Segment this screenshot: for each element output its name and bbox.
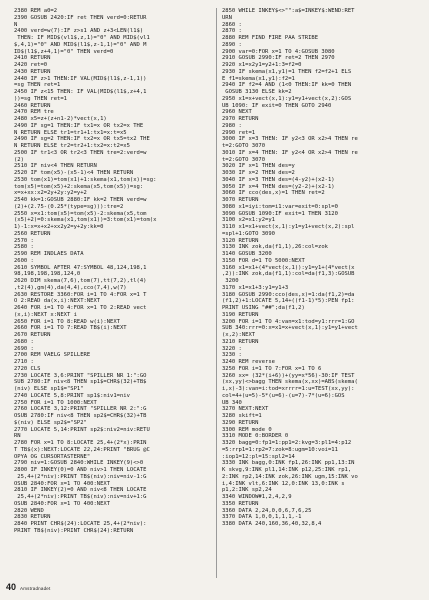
code-line: 3140 GOSUB 3200 xyxy=(222,251,272,257)
code-line: 2720 CLS xyxy=(14,365,41,372)
code-line: PRINT TB$(niv):PRINT CHR$(24):RETURN xyxy=(14,527,134,534)
code-line: 2740 LOCATE 5,8:PRINT sp1$:niv1=niv xyxy=(14,392,130,399)
code-line: 2490 IF sg=2 THEN:IF tx2=x OR tx5=tx2 THE xyxy=(14,136,150,143)
code-line: 2940 IF f2=4 AND (1<0 THEN:IF kk=0 THEN xyxy=(222,82,352,89)
code-line: 3330 INK bagg,0:INK fp1,26:INK pp1,13:IN xyxy=(222,460,355,467)
code-line: 2550 x=x1:tom(x5)=tom(x5)-2:skema(x5,tom xyxy=(14,210,147,217)
code-line: 2690 : xyxy=(14,345,34,352)
code-line: 3020 IF x=1 THEN des=y xyxy=(222,163,295,170)
code-line: 3030 IF x=2 THEN des=2 xyxy=(222,170,295,176)
code-line: 3240 REM reverse xyxy=(222,359,275,365)
code-line: 2630 RESTORE 3360:FOR i=1 TO 4:FOR x=1 T xyxy=(14,291,147,298)
code-line: PRINT USING "##";da(f1,2) xyxy=(222,305,305,311)
code-line: T TB$(x):NEXT:LOCATE 22,24:PRINT "BRUG @C xyxy=(14,446,150,453)
code-line: ID$(l1$,z+4,1)="0" THEN verd=0 xyxy=(14,48,114,55)
code-line: 3010 IF x=4 THEN: IF y2<4 OR x2>4 THEN re xyxy=(222,149,358,156)
code-line: 3090 GOSUB 1090:IF exit=1 THEN 3120 xyxy=(222,210,338,217)
code-line: 2700 REM VAELG SPILLERE xyxy=(14,352,91,359)
code-line: 1)-1:x=x+x2+xx2y2=y+2y:kk=0 xyxy=(14,224,104,230)
code-line: 2520 IF tom(x5)-(x5-1)<4 THEN RETURN xyxy=(14,170,134,176)
code-line: OSUB 2840:FOR x=1 TO 400:NEXT xyxy=(14,480,111,487)
code-line: 2390 GOSUB 2420:IF ret THEN verd=0:RETUR xyxy=(14,14,147,21)
code-line: 2900 var=0:FOR x=1 TO 4:GOSUB 3080 xyxy=(222,48,335,55)
code-line: 2500 IF tr1<3 OR tr2<3 THEN tre=2:verd=w xyxy=(14,149,147,156)
code-line: 2:INK rp2,14:INK zok,26:INK ugm,15:INK vo xyxy=(222,473,358,480)
code-line: 2990 ret=1 xyxy=(222,129,256,136)
code-line: OSUB 2780:IF niv<8 THEN sp2$=CHR$(32)+TB xyxy=(14,413,147,419)
code-line: 2840 PRINT CHR$(24):LOCATE 25,4+(2*niv): xyxy=(14,521,147,527)
code-line: 2470 REM tre xyxy=(14,109,54,116)
code-line: 2930 IF skema(x1,y1)=1 THEN f2=f2+1 ELS xyxy=(222,68,352,75)
code-line: 2650 FOR i=1 TO 8:READ w(i):NEXT xyxy=(14,318,120,325)
code-line: ,t2(4),gm(4),da(4,4),cco(7,4),w(7) xyxy=(14,284,127,291)
code-line: 3080 x1=iyi:tom=i1:var=exit=0:spl=0 xyxy=(222,203,338,210)
code-line: 2950 x1=x+vect(x,1):y1=y1+vect(x,2):GOS xyxy=(222,95,352,102)
code-line: :iop1=12:pl=15:spl2=14 xyxy=(222,453,295,460)
code-line: (f1,2)+1:LOCATE 5,14+((f1-1)*5):PEN fp1: xyxy=(222,298,355,305)
code-line: 3290 RETURN xyxy=(222,419,259,426)
code-line: ))=sg THEN ret=1 xyxy=(14,95,67,102)
code-line: N RETURN ELSE tr2=tr2+1:tx2=x:t2=x5 xyxy=(14,143,130,149)
code-line: 2600 : xyxy=(14,257,34,264)
code-line: 2780 FOR x=1 TO 8:LOCATE 25,4+(2*x):PRIN xyxy=(14,440,147,446)
code-line: col=4+(u=5)-5*(u=6)-(u=7)-7*(u=6):GOS xyxy=(222,392,345,399)
code-line: 2420 ret=0 xyxy=(14,62,48,68)
code-line: 3230 : xyxy=(222,352,242,359)
code-line: 2620 DIM skema(7,6),tom(7),tt(7,2),tl(4) xyxy=(14,278,147,284)
code-line: $,4,1)="0" AND MID$(l1$,z-1,1)="0" AND M xyxy=(14,41,147,48)
code-line: 2880 REM FIND FIRE PAA STRIBE xyxy=(222,35,319,41)
code-line: 2380 REM a0=2 xyxy=(14,8,58,14)
code-line: 2450 IF z<15 THEN: IF VAL(MID$(l1$,z+4,1 xyxy=(14,89,147,95)
code-line: 2810 IF INKEY(2)=0 AND niv<8 THEN LOCATE xyxy=(14,487,147,494)
page-number: 40 xyxy=(6,582,17,592)
code-line: 3110 x1=x1+vect(x,1):y1=y1+vect(x,2):spl xyxy=(222,224,355,230)
code-line: 3270 NEXT:NEXT xyxy=(222,406,269,413)
code-line: 2920 x1=x2y1=y2+1:3=f2=0 xyxy=(222,62,302,68)
code-line: 98,198,198,198,124,0 xyxy=(14,271,81,278)
code-line: i,x)-3):van=i:tod=xrrrr=1:u=TEST(xx,yy): xyxy=(222,386,355,392)
code-line: t=2:GOTO 3070 xyxy=(222,143,266,149)
code-line: 3070 RETURN xyxy=(222,197,259,203)
code-line: 2970 RETURN xyxy=(222,116,259,122)
code-line: 2670 RETURN xyxy=(14,332,51,338)
code-line: OSUB 2840:FOR x=1 TO 400:NEXT xyxy=(14,500,111,507)
code-line: 3040 IF x=3 THEN des=(4-y2)+(x2-1) xyxy=(222,176,335,183)
code-line: 3310 MODE 0:BORDER 0 xyxy=(222,433,289,440)
code-line: N xyxy=(14,21,18,28)
code-line: 3050 IF x=4 THEN des=(y2-2)+(x2-1) xyxy=(222,183,335,190)
listing-right-column xyxy=(222,8,422,528)
code-line: 2750 FOR i=1 TO 1000:NEXT xyxy=(14,399,97,406)
code-line: N RETURN ELSE tr1=tr1+1:tx1=x:t=x5 xyxy=(14,129,127,136)
code-line: 2560 RETURN xyxy=(14,230,51,237)
code-line: 2730 LOCATE 3,6:PRINT "SPILLER NR 1:":GO xyxy=(14,372,147,379)
code-line: ,2)):INK zok,da(f1,1):col=da(f1,3):GOSUB xyxy=(222,271,355,278)
code-line: 3300 REM mode 0 xyxy=(222,426,272,433)
code-line: (2) xyxy=(14,156,24,163)
code-line: 3150 FOR d=1 TO 5000:NEXT xyxy=(222,257,305,264)
code-line: =spl+1:GOTO 3090 xyxy=(222,230,275,237)
code-line: (x5)+2)=0:skema(x1,tom(x1))=3:tom(x1)=tom(x xyxy=(14,217,157,224)
code-line: OPYA OG CURSORTASTERNE" xyxy=(14,453,91,460)
code-line: 3380 DATA 240,160,36,40,32,8,4 xyxy=(222,521,322,527)
code-line: 3170 x1=x1+3:y1=y1+3 xyxy=(222,284,289,291)
column-divider xyxy=(216,8,217,578)
code-line: 2510 IF niv<4 THEN RETURN xyxy=(14,163,97,170)
code-line: 2710 : xyxy=(14,359,34,365)
code-line: 2800 IF INKEY(0)=0 AND niv>1 THEN LOCATE xyxy=(14,467,147,473)
code-line: 3320 bagg=0:fp1=1:pp1=2:kvg=3:pl1=4:p12 xyxy=(222,440,352,446)
code-line: 2760 LOCATE 3,12:PRINT "SPILLER NR 2:":G xyxy=(14,406,147,413)
code-line: 2400 verd=w(7):IF z>s1 AND z+3<LEN(l1$) xyxy=(14,28,144,35)
code-line: 3350 RETURN xyxy=(222,500,259,507)
code-line: t=2:GOTO 3070 xyxy=(222,156,266,163)
code-line: 3000 IF x=3 THEN: IF y2<3 OR x2>4 THEN re xyxy=(222,136,358,143)
code-line: =5:rrp1=1:rp2=7:zok=8:ugm=10:voi=11 xyxy=(222,446,338,453)
code-line: x=x+xx:x2=2y+2y:y2=y+2 xyxy=(14,190,87,197)
code-line: 25,4+(2*niv):PRINT TB$(niv):niv=niv-1:G xyxy=(14,473,147,480)
code-line: GOSUB 3130 ELSE kk=2 xyxy=(222,89,292,95)
code-line: 3200 FOR i=1 TO 4:van=x1:tod=y1:rrr=1:GO xyxy=(222,318,355,325)
code-line: 3210 RETURN xyxy=(222,338,259,345)
code-line: =sg THEN ret=1 xyxy=(14,82,61,89)
magazine-name: Amstradnadet xyxy=(20,586,51,591)
code-line: 2490 IF sg=1 THEN:IF tx1=x OR tx2=x THE xyxy=(14,122,144,129)
code-line: 3190 RETURN xyxy=(222,311,259,318)
code-line: 2960 NEXT xyxy=(222,109,252,116)
code-line: UB 340 xyxy=(222,399,242,406)
code-line: 3280 skift=1 xyxy=(222,413,262,419)
code-line: 2860 : xyxy=(222,21,242,28)
code-line: 3370 DATA 1,0,0,1,1,1,-1 xyxy=(222,514,302,521)
code-line: 3360 DATA 2,24,0,0,6,7,6,25 xyxy=(222,507,312,514)
code-line: (niv) ELSE sp1$="SP1" xyxy=(14,386,84,392)
code-line: 2890 : xyxy=(222,41,242,48)
code-line: i,4:INK vlt,6:INK 12,0:INK 13,0:INK s xyxy=(222,480,345,487)
code-line: THEN: IF MID$(vl1$,z,1)="0" AND MID$(vl1 xyxy=(14,35,150,41)
code-line: 2410 RETURN xyxy=(14,55,51,62)
code-line: 2540 kk=1:GOSUB 2880:IF kk=2 THEN verd=w xyxy=(14,197,147,203)
code-line: E f1=skema(x1,y1):f2=1 xyxy=(222,75,295,82)
code-line: (xx,yy)<>bagg THEN skema(x,xx)=ABS(skema( xyxy=(222,379,358,386)
code-line: UB 1090: IF exit=0 THEN GOTO 2940 xyxy=(222,102,332,109)
code-line: URN xyxy=(222,14,232,21)
code-line: 2910 GOSUB 2990:IF ret=2 THEN 2970 xyxy=(222,55,335,62)
code-line: 2430 RETURN xyxy=(14,68,51,75)
code-line: 3060 IF cco(des,x)=1 THEN ret=2 xyxy=(222,190,325,197)
code-line: (2)+(2.75-(0.25*(type=sg))):tre=2 xyxy=(14,203,124,210)
code-line: 2580 : xyxy=(14,244,34,251)
code-line: 2770 LOCATE 5,14:PRINT sp2$:niv2=niv:RETU xyxy=(14,426,150,433)
code-line: SUB 340:rrr=0:x=x1=x+vect(x,1):y1=y1+vect xyxy=(222,325,358,332)
code-line: 2530 tom(x1)=tom(x1)+1:skema(x1,tom(x))=sg: xyxy=(14,176,157,183)
code-line: 3250 FOR i=1 TO 7:FOR x=1 TO 6 xyxy=(222,365,322,372)
code-line: 2680 : xyxy=(14,338,34,345)
code-line: O 2:READ da(x,i):NEXT:NEXT xyxy=(14,298,101,305)
code-line: 2480 x5=z+(z+n1-2)*vect(x,1) xyxy=(14,116,107,122)
code-line: $(niv) ELSE sp2$="SP2" xyxy=(14,419,87,426)
code-line: 3340 WINDOW#1,2,4,2,9 xyxy=(222,494,292,500)
code-line: 2590 REM INDLAES DATA xyxy=(14,251,84,257)
code-line: 3120 RETURN xyxy=(222,237,259,244)
code-line: 2610 SYMBOL AFTER 47:SYMBOL 48,124,198,1 xyxy=(14,264,147,271)
code-line: K skvg,9:INK pl1,14:INK p12,25:INK rp1, xyxy=(222,467,352,473)
code-line: 2820 WEND xyxy=(14,507,44,514)
code-line: 2870 : xyxy=(222,28,242,35)
code-line: (x,2):NEXT xyxy=(222,332,256,338)
code-line: 3130 INK zok,da(f1,1),26:col=zok xyxy=(222,244,328,251)
code-line: 2850 WHILE INKEY$<>"":a$=INKEY$:WEND:RET xyxy=(222,8,355,14)
code-line: 2570 : xyxy=(14,237,34,244)
code-line: 2790 niv=1:GOSUB 2840:WHILE INKEY(9)<>0 xyxy=(14,460,144,467)
code-line: 3160 x1=x1+(4*vect(x,1)):y1=y1+(4*vect(x xyxy=(222,264,355,271)
code-line: 2640 FOR i=1 TO 4:FOR x=1 TO 2:READ vect xyxy=(14,305,147,311)
code-line: 25,4+(2*niv):PRINT TB$(niv):niv=niv+1:G xyxy=(14,494,147,500)
code-line: 2830 RETURN xyxy=(14,514,51,521)
listing-left-column xyxy=(14,8,210,535)
code-line: 3200 xyxy=(222,278,239,284)
code-line: 2660 FOR i=1 TO 7:READ TB$(i):NEXT xyxy=(14,325,127,332)
page-footer xyxy=(6,582,50,592)
code-line: SUB 2780:IF niv<8 THEN sp1$=CHR$(32)+TB$ xyxy=(14,379,147,386)
code-line: 2440 IF z>1 THEN:IF VAL(MID$(l1$,z-1,1)) xyxy=(14,75,147,82)
code-line: p1,2:INK sp2,24 xyxy=(222,487,272,494)
code-line: 3180 GOSUB 2990:cco(des,x)=1:da(f1,2)=da xyxy=(222,291,355,298)
code-line: 3220 : xyxy=(222,345,242,352)
code-line: 3100 x2=x1:y2=y1 xyxy=(222,217,275,224)
code-line: 3260 xx= (32*(i+6))+(yy=x*56)-30:IF TEST xyxy=(222,372,355,379)
code-line: 2460 RETURN xyxy=(14,102,51,109)
code-line: 2980 : xyxy=(222,122,242,129)
code-line: tom(x5)=tom(x5)+2:skema(x5,tom(x5))=sg: xyxy=(14,183,144,190)
code-line: RN xyxy=(14,433,21,440)
code-line: (x,i):NEXT x:NEXT i xyxy=(14,311,77,318)
